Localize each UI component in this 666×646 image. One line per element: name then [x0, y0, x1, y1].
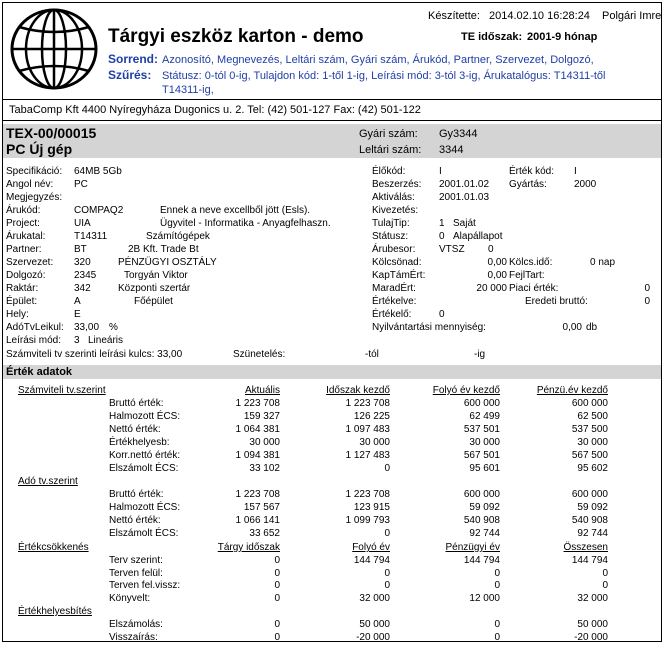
loan-label: Kölcsönad:	[372, 257, 422, 268]
note-label: Megjegyzés:	[6, 192, 63, 203]
divider	[2, 120, 662, 121]
row-label: Korr.nettó érték:	[109, 450, 181, 461]
acc-cell: 30 000	[469, 437, 500, 448]
partner-label: Partner:	[6, 244, 42, 255]
reval-title: Értékhelyesbítés	[18, 606, 92, 617]
reval-cell: -20 000	[356, 631, 390, 643]
code-value: COMPAQ2	[74, 205, 124, 216]
row-label: Bruttó érték:	[109, 398, 164, 409]
bld-desc: Főépület	[134, 296, 173, 307]
own-value: 1	[439, 218, 445, 229]
filter-value-2: T14311-ig,	[162, 84, 214, 96]
reval-cell: 0	[494, 619, 500, 630]
cat-desc: Számítógépek	[146, 231, 210, 242]
rem-value: 20 000	[476, 283, 507, 294]
acc-cell: 1 064 381	[235, 424, 280, 435]
reval-cell: 50 000	[577, 619, 608, 630]
reval-cell: 50 000	[359, 619, 390, 630]
acc-cell: 159 327	[243, 411, 280, 422]
tax-label: AdóTvLeikul:	[6, 322, 64, 333]
acc-cell: 62 500	[577, 411, 608, 422]
place-label: Hely:	[6, 309, 29, 320]
status-label: Státusz:	[372, 231, 409, 242]
out-label: Kivezetés:	[372, 205, 419, 216]
dep-col-header: Tárgy időszak	[217, 542, 280, 553]
inventory-value: 3344	[439, 144, 464, 156]
valer-value: 0	[439, 309, 445, 320]
dep-cell: 0	[274, 555, 280, 566]
row-label: Terv szerint:	[109, 555, 163, 566]
act-label: Aktiválás:	[372, 192, 415, 203]
qty-label: Nyilvántartási mennyiség:	[372, 322, 486, 333]
row-label: Terven felül:	[109, 567, 163, 579]
reval-cell: -20 000	[574, 631, 608, 643]
dep-cell: 0	[602, 580, 608, 591]
project-label: Project:	[6, 218, 40, 229]
globe-logo-icon	[9, 7, 99, 91]
valin-label: Értékelve:	[372, 296, 417, 307]
loan-value: 0,00	[487, 257, 507, 268]
tax-cell: 92 744	[577, 528, 608, 539]
acc-cell: 567 501	[463, 450, 500, 461]
emp-value: 2345	[74, 270, 97, 281]
acc-cell: 0	[384, 463, 390, 474]
project-desc: Ügyvitel - Informatika - Anyagfelhaszn.	[160, 218, 331, 229]
dep-cell: 32 000	[359, 592, 390, 604]
sort-value: Azonosító, Megnevezés, Leltári szám, Gyári szám, Árukód, Partner, Szervezet, Dolgozó,	[162, 54, 594, 66]
tax-cell: 92 744	[469, 528, 500, 539]
tax-cell: 59 092	[577, 502, 608, 513]
own-label: TulajTip:	[372, 218, 410, 229]
asset-id: TEX-00/00015	[6, 125, 97, 141]
company-line: TabaComp Kft 4400 Nyíregyháza Dugonics u. 2. Tel: (42) 501-127 Fax: (42) 501-122	[9, 104, 421, 116]
tax-cell: 1 099 793	[345, 515, 390, 526]
emp-label: Dolgozó:	[6, 270, 46, 281]
dep-cell: 32 000	[577, 592, 608, 604]
tax-cell: 1 223 708	[235, 489, 280, 500]
row-label: Elszámolt ÉCS:	[109, 463, 179, 474]
loantime-value: 0 nap	[590, 257, 616, 268]
en-label: Angol név:	[6, 179, 54, 190]
buy-label: Beszerzés:	[372, 179, 422, 190]
acc-cell: 1 223 708	[235, 398, 280, 409]
store-desc: Központi szertár	[118, 283, 191, 294]
tax-cell: 600 000	[571, 489, 608, 500]
pre-label: Élőkód:	[372, 166, 406, 177]
asset-name: PC Új gép	[6, 141, 73, 157]
period-label: TE időszak:	[461, 31, 523, 43]
dep-cell: 144 794	[463, 555, 500, 566]
tax-cell: 1 066 141	[235, 515, 280, 526]
acc-cell: 62 499	[469, 411, 500, 422]
emp-desc: Torgyán Viktor	[124, 270, 188, 281]
col-header: Pénzü.év kezdő	[536, 385, 608, 396]
col-header: Folyó év kezdő	[432, 385, 500, 396]
own-desc: Saját	[453, 218, 476, 229]
dep-title: Értékcsökkenés	[18, 542, 89, 553]
dep-cell: 0	[274, 592, 280, 604]
acc-cell: 30 000	[577, 437, 608, 448]
code-desc: Ennek a neve excellből jött (Esls).	[160, 205, 311, 216]
row-label: Értékhelyesb:	[109, 437, 170, 448]
col-header: Aktuális	[244, 385, 280, 396]
dep-cell: 0	[494, 567, 500, 579]
dep-col-header: Összesen	[563, 542, 608, 553]
col-header: Időszak kezdő	[326, 385, 390, 396]
method-desc: Lineáris	[88, 335, 124, 346]
period-value: 2001-9 hónap	[527, 31, 598, 43]
seller-label: Árubesor:	[372, 244, 416, 255]
term-from: -tól	[365, 349, 379, 360]
acc-cell: 126 225	[353, 411, 390, 422]
row-label: Nettó érték:	[109, 424, 161, 435]
term-label: Szünetelés:	[233, 349, 286, 360]
bld-value: A	[74, 296, 81, 307]
row-label: Terven fel.vissz:	[109, 580, 181, 591]
reval-cell: 0	[274, 631, 280, 643]
buy-value: 2001.01.02	[439, 179, 490, 190]
store-value: 342	[74, 283, 91, 294]
rate-text: Számviteli tv szerinti leírási kulcs: 33,00	[6, 349, 183, 360]
acc-cell: 1 094 381	[235, 450, 280, 461]
dep-cell: 0	[602, 567, 608, 579]
status-desc: Alapállapot	[453, 231, 503, 242]
acc-cell: 567 500	[571, 450, 608, 461]
partner-desc: 2B Kft. Trade Bt	[128, 244, 199, 255]
row-label: Halmozott ÉCS:	[109, 411, 181, 422]
row-label: Bruttó érték:	[109, 489, 164, 500]
acc-cell: 33 102	[249, 463, 280, 474]
method-label: Leírási mód:	[6, 335, 62, 346]
dep-cell: 144 794	[353, 555, 390, 566]
tax-cell: 33 652	[249, 528, 280, 539]
year-value: 2000	[574, 179, 597, 190]
store-label: Raktár:	[6, 283, 39, 294]
seller-num: 0	[488, 244, 494, 255]
val-value: I	[574, 166, 577, 177]
loantime-label: Kölcs.idő:	[509, 257, 553, 268]
partner-value: BT	[74, 244, 87, 255]
filter-label: Szűrés:	[108, 68, 152, 82]
dep-cell: 12 000	[469, 592, 500, 604]
row-label: Visszaírás:	[109, 631, 158, 643]
acc-cell: 30 000	[359, 437, 390, 448]
year-label: Gyártás:	[509, 179, 547, 190]
place-value: E	[74, 309, 81, 320]
tax-cell: 0	[384, 528, 390, 539]
created-label: Készítette:	[428, 10, 480, 22]
asset-band	[3, 124, 661, 158]
inventory-label: Leltári szám:	[359, 144, 422, 156]
market-label: Piaci érték:	[509, 283, 559, 294]
values-title: Érték adatok	[6, 366, 73, 378]
method-value: 3	[74, 335, 80, 346]
spec-label: Specifikáció:	[6, 166, 63, 177]
acc-cell: 537 500	[571, 424, 608, 435]
en-value: PC	[74, 179, 88, 190]
tax-cell: 59 092	[469, 502, 500, 513]
divider	[2, 99, 662, 100]
row-label: Elszámolt ÉCS:	[109, 528, 179, 539]
acc-cell: 30 000	[249, 437, 280, 448]
report-title: Tárgyi eszköz karton - demo	[108, 26, 364, 47]
term-to: -ig	[474, 349, 486, 360]
acc-cell: 1 127 483	[345, 450, 390, 461]
serial-value: Gy3344	[439, 128, 478, 140]
reval-cell: 0	[494, 631, 500, 643]
dep-cell: 0	[274, 567, 280, 579]
dep-col-header: Folyó év	[352, 542, 390, 553]
row-label: Halmozott ÉCS:	[109, 502, 181, 513]
val-label: Érték kód:	[509, 166, 555, 177]
act-value: 2001.01.03	[439, 192, 490, 203]
row-label: Elszámolás:	[109, 619, 163, 630]
acc-title: Számviteli tv.szerint	[18, 385, 106, 396]
author: Polgári Imre	[602, 10, 662, 22]
dep-cell: 0	[384, 567, 390, 579]
serial-label: Gyári szám:	[359, 128, 418, 140]
row-label: Könyvelt:	[109, 592, 151, 604]
acc-cell: 95 601	[469, 463, 500, 474]
spec-value: 64MB 5Gb	[74, 166, 122, 177]
pre-value: I	[439, 166, 442, 177]
tax-unit: %	[109, 322, 118, 333]
tax-value: 33,00	[74, 322, 100, 333]
cat-value: T14311	[74, 231, 108, 242]
market-value: 0	[644, 283, 650, 294]
org-label: Szervezet:	[6, 257, 54, 268]
org-value: 320	[74, 257, 91, 268]
acc-cell: 1 223 708	[345, 398, 390, 409]
bld-label: Épület:	[6, 296, 38, 307]
dep-cell: 144 794	[571, 555, 608, 566]
tax-cell: 600 000	[463, 489, 500, 500]
created-value: 2014.02.10 16:28:24	[489, 10, 590, 22]
valer-label: Értékelő:	[372, 309, 412, 320]
tax-cell: 123 915	[353, 502, 390, 513]
dep-cell: 0	[384, 580, 390, 591]
orig-label: Eredeti bruttó:	[525, 296, 588, 307]
tax-cell: 157 567	[243, 502, 280, 513]
tax-cell: 540 908	[463, 515, 500, 526]
reval-cell: 0	[274, 619, 280, 630]
project-value: UIA	[74, 218, 91, 229]
org-desc: PÉNZÜGYI OSZTÁLY	[118, 257, 217, 268]
acc-cell: 1 097 483	[345, 424, 390, 435]
rem-label: MaradÉrt:	[372, 283, 416, 294]
tax-cell: 540 908	[571, 515, 608, 526]
dep-col-header: Pénzügyi év	[445, 542, 500, 553]
acc-cell: 537 501	[463, 424, 500, 435]
fej-label: FejlTart:	[509, 270, 545, 281]
cat-label: Árukatal:	[6, 231, 46, 242]
seller-value: VTSZ	[439, 244, 465, 255]
cap-value: 0,00	[487, 270, 507, 281]
filter-value-1: Státusz: 0-tól 0-ig, Tulajdon kód: 1-től 1-ig, Leírási mód: 3-tól 3-ig, Árukatalógus: T14311-től	[162, 70, 606, 82]
qty-value: 0,00	[562, 322, 582, 333]
tax-title: Adó tv.szerint	[18, 476, 78, 487]
acc-cell: 600 000	[463, 398, 500, 409]
tax-cell: 1 223 708	[345, 489, 390, 500]
orig-value: 0	[644, 296, 650, 307]
status-value: 0	[439, 231, 445, 242]
acc-cell: 600 000	[571, 398, 608, 409]
qty-unit: db	[586, 322, 598, 333]
values-band	[3, 365, 661, 379]
cap-label: KapTámÉrt:	[372, 270, 426, 281]
dep-cell: 0	[274, 580, 280, 591]
row-label: Nettó érték:	[109, 515, 161, 526]
acc-cell: 95 602	[577, 463, 608, 474]
sort-label: Sorrend:	[108, 52, 159, 66]
dep-cell: 0	[494, 580, 500, 591]
code-label: Árukód:	[6, 205, 41, 216]
